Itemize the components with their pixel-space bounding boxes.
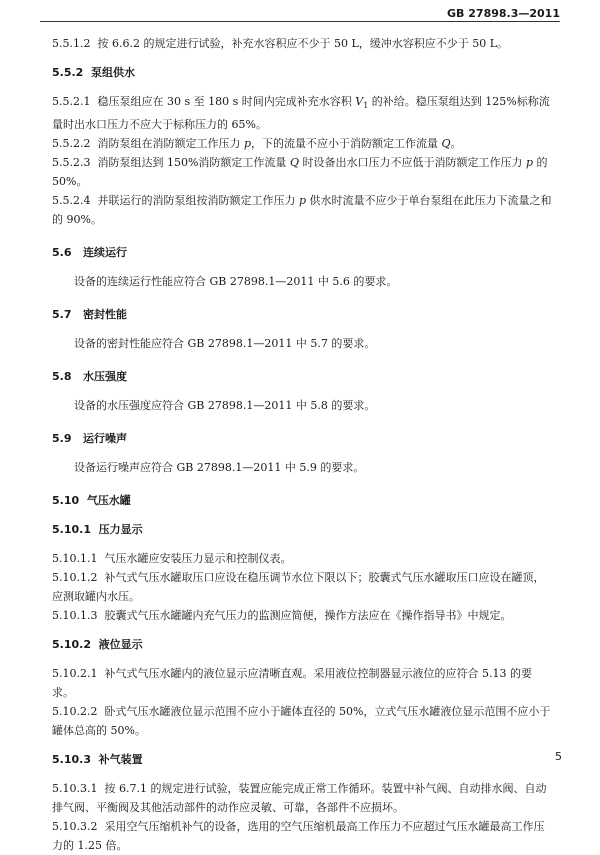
clause-text-cont: 时设备出水口压力不应低于消防额定工作压力: [298, 156, 526, 170]
section-number: 5.10: [52, 494, 80, 508]
header-rule: [40, 21, 560, 22]
clause-text: 稳压泵组应在 30 s 至 180 s 时间内完成补充水容积: [97, 95, 356, 108]
clause-5-10-1-2: [52, 568, 552, 606]
clause-number: 5.5.2.3: [52, 156, 91, 170]
clause-text: 胶囊式气压水罐罐内充气压力的监测应简便，操作方法应在《操作指导书》中规定。: [104, 609, 512, 623]
section-number: 5.5.2: [52, 66, 84, 79]
section-heading-5-6: [52, 243, 552, 262]
clause-text: 采用空气压缩机补气的设备，选用的空气压缩机最高工作压力不应超过气压水罐最高工作压力的 1.25 倍。: [52, 820, 545, 853]
variable-subscript: 1: [363, 101, 369, 111]
section-number: 5.10.3: [52, 753, 91, 767]
section-heading-5-10-1: [52, 520, 552, 539]
section-title: 补气装置: [98, 753, 143, 767]
clause-text-cont: 供水时流量不应少于单台泵组在此压力下流量之和的 90%。: [52, 194, 552, 227]
clause-number: 5.10.3.1: [52, 782, 98, 796]
section-number: 5.10.2: [52, 638, 91, 652]
clause-5-5-2-1: [52, 92, 552, 134]
clause-5-10-1-1: [52, 549, 552, 568]
body-5-7: 设备的密封性能应符合 GB 27898.1—2011 中 5.7 的要求。: [74, 337, 376, 351]
clause-text-cont: ，下的流量不应小于消防额定工作流量: [251, 137, 442, 151]
section-heading-5-5-2: [52, 63, 552, 82]
section-number: 5.10.1: [52, 523, 91, 537]
clause-text: 并联运行的消防泵组按消防额定工作压力: [97, 194, 299, 208]
variable-q: Q: [289, 156, 299, 170]
variable-q: Q: [441, 137, 451, 151]
clause-number: 5.10.2.1: [52, 667, 98, 681]
clause-5-5-1-2: [52, 34, 552, 53]
clause-text: 按 6.7.1 的规定进行试验，装置应能完成正常工作循环。装置中补气阀、自动排水阀、自动排气阀、平衡阀及其他活动部件的动作应灵敏、可靠，各部件不应损坏。: [52, 782, 547, 815]
section-number: 5.6: [52, 246, 72, 260]
variable-p: p: [298, 194, 307, 208]
page-number: 5: [555, 750, 562, 763]
clause-text: 按 6.6.2 的规定进行试验，补充水容积应不少于 50 L，缓冲水容积应不少于 50 L。: [97, 37, 509, 50]
document-body: [52, 34, 552, 855]
section-title: 液位显示: [98, 638, 143, 652]
clause-number: 5.10.3.2: [52, 820, 98, 834]
clause-text-end: 的 50%。: [52, 156, 548, 189]
section-heading-5-9: [52, 429, 552, 448]
clause-number: 5.10.2.2: [52, 705, 98, 719]
clause-number: 5.5.2.1: [52, 95, 91, 108]
clause-number: 5.5.2.2: [52, 137, 91, 151]
section-title: 压力显示: [98, 523, 143, 537]
section-heading-5-10-3: [52, 750, 552, 769]
clause-number: 5.5.2.4: [52, 194, 91, 208]
body-5-6: 设备的连续运行性能应符合 GB 27898.1—2011 中 5.6 的要求。: [74, 275, 398, 289]
section-heading-5-8: [52, 367, 552, 386]
section-title: 密封性能: [83, 308, 127, 322]
clause-number: 5.10.1.2: [52, 571, 98, 585]
clause-number: 5.5.1.2: [52, 37, 91, 50]
body-5-8: 设备的水压强度应符合 GB 27898.1—2011 中 5.8 的要求。: [74, 399, 376, 413]
section-title: 水压强度: [83, 370, 127, 384]
clause-5-10-3-2: [52, 817, 552, 855]
clause-5-10-1-3: [52, 606, 552, 625]
clause-5-5-2-2: [52, 134, 552, 153]
clause-text: 消防泵组在消防额定工作压力: [97, 137, 244, 151]
clause-5-10-2-1: [52, 664, 552, 702]
section-title: 运行噪声: [83, 432, 127, 446]
clause-number: 5.10.1.1: [52, 552, 98, 566]
variable-p: p: [525, 156, 534, 170]
section-title: 连续运行: [83, 246, 127, 260]
clause-text: 消防泵组达到 150%消防额定工作流量: [97, 156, 290, 170]
clause-text: 卧式气压水罐液位显示范围不应小于罐体直径的 50%，立式气压水罐液位显示范围不应小于罐体总高的 50%。: [52, 705, 551, 738]
variable-p: p: [243, 137, 252, 151]
section-number: 5.7: [52, 308, 72, 322]
clause-5-10-3-1: [52, 779, 552, 817]
clause-5-10-2-2: [52, 702, 552, 740]
clause-number: 5.10.1.3: [52, 609, 98, 623]
clause-5-5-2-4: [52, 191, 552, 229]
section-title: 气压水罐: [86, 494, 131, 508]
clause-text: 补气式气压水罐内的液位显示应清晰直观。采用液位控制器显示液位的应符合 5.13 的要求。: [52, 667, 532, 700]
section-number: 5.9: [52, 432, 72, 446]
variable-v: V: [355, 95, 364, 108]
section-title: 泵组供水: [91, 66, 135, 79]
document-id: GB 27898.3—2011: [447, 7, 560, 20]
clause-text-cont: 的补给。稳压泵组达到 125%标称流量时出水口压力不应大于标称压力的 65%。: [52, 95, 550, 132]
section-heading-5-10: [52, 491, 552, 510]
section-number: 5.8: [52, 370, 72, 384]
section-heading-5-10-2: [52, 635, 552, 654]
clause-5-5-2-3: [52, 153, 552, 191]
body-5-9: 设备运行噪声应符合 GB 27898.1—2011 中 5.9 的要求。: [74, 461, 365, 475]
section-heading-5-7: [52, 305, 552, 324]
clause-text-end: 。: [450, 137, 462, 151]
clause-text: 气压水罐应安装压力显示和控制仪表。: [104, 552, 292, 566]
clause-text: 补气式气压水罐取压口应设在稳压调节水位下限以下；胶囊式气压水罐取压口应设在罐顶，应测取罐内水压。: [52, 571, 545, 604]
